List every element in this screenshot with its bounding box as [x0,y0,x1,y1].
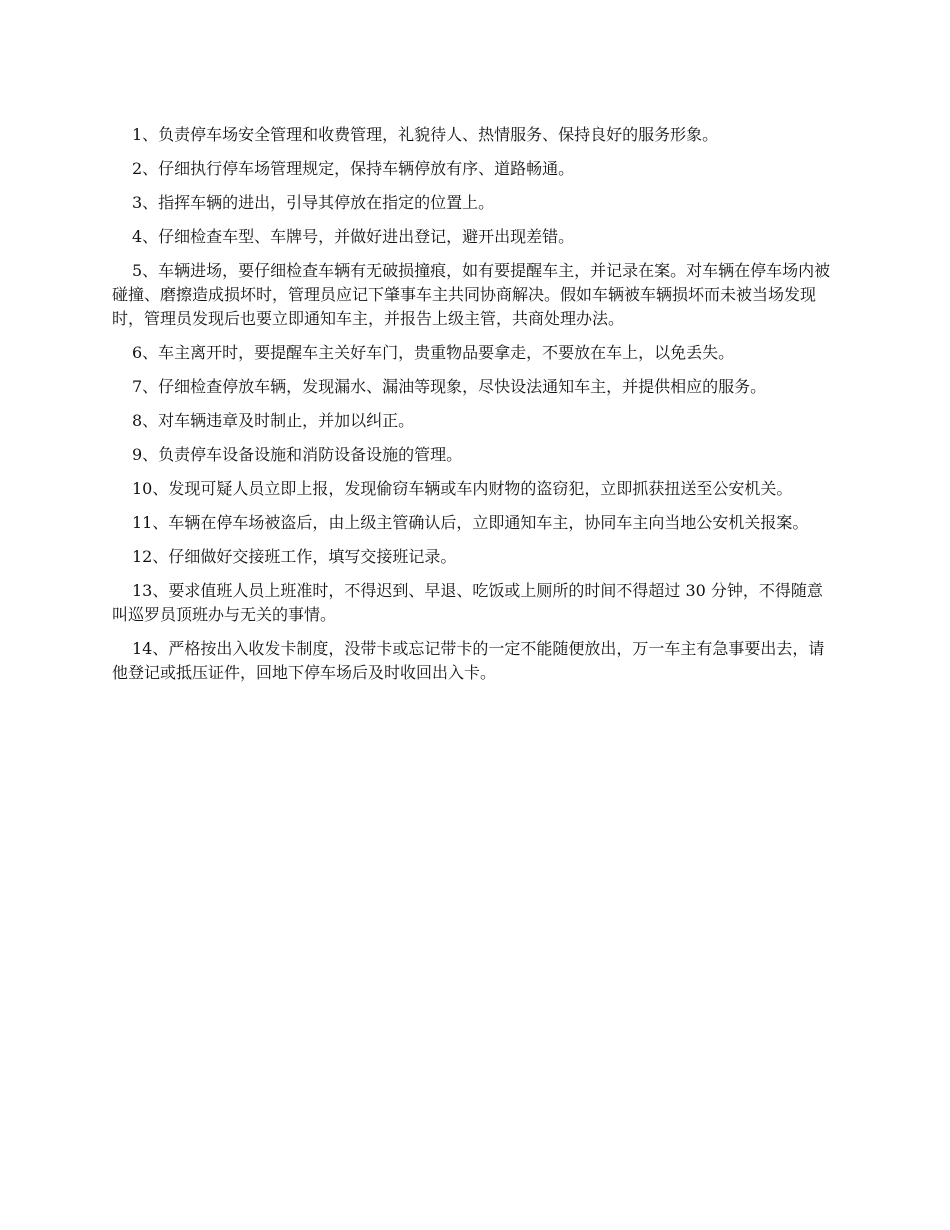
rule-paragraph-5: 5、车辆进场，要仔细检查车辆有无破损撞痕，如有要提醒车主，并记录在案。对车辆在停车场内被碰撞、磨擦造成损坏时，管理员应记下肇事车主共同协商解决。假如车辆被车辆损坏而未被当场发现时，管理员发现后也要立即通知车主，并报告上级主管，共商处理办法。 [112,261,831,328]
rule-paragraph-6: 6、车主离开时，要提醒车主关好车门，贵重物品要拿走，不要放在车上，以免丢失。 [132,343,735,362]
rule-paragraph-8: 8、对车辆违章及时制止，并加以纠正。 [132,411,415,430]
rule-paragraph-11: 11、车辆在停车场被盗后，由上级主管确认后，立即通知车主，协同车主向当地公安机关报案。 [132,513,809,532]
rule-paragraph-10: 10、发现可疑人员立即上报，发现偷窃车辆或车内财物的盗窃犯，立即抓获扭送至公安机关。 [132,479,793,498]
rule-paragraph-3: 3、指挥车辆的进出，引导其停放在指定的位置上。 [132,193,495,212]
rule-paragraph-7: 7、仔细检查停放车辆，发现漏水、漏油等现象，尽快设法通知车主，并提供相应的服务。 [132,377,767,396]
rule-paragraph-1: 1、负责停车场安全管理和收费管理，礼貌待人、热情服务、保持良好的服务形象。 [132,125,719,144]
rule-paragraph-12: 12、仔细做好交接班工作，填写交接班记录。 [132,547,457,566]
rule-paragraph-9: 9、负责停车设备设施和消防设备设施的管理。 [132,445,463,464]
rules-list [112,123,838,685]
rule-paragraph-14: 14、严格按出入收发卡制度，没带卡或忘记带卡的一定不能随便放出，万一车主有急事要出去，请他登记或抵压证件，回地下停车场后及时收回出入卡。 [112,639,825,682]
rule-paragraph-2: 2、仔细执行停车场管理规定，保持车辆停放有序、道路畅通。 [132,159,575,178]
rule-paragraph-4: 4、仔细检查车型、车牌号，并做好进出登记，避开出现差错。 [132,227,575,246]
rule-paragraph-13: 13、要求值班人员上班准时，不得迟到、早退、吃饭或上厕所的时间不得超过 30 分钟，不得随意叫巡罗员顶班办与无关的事情。 [112,581,823,624]
